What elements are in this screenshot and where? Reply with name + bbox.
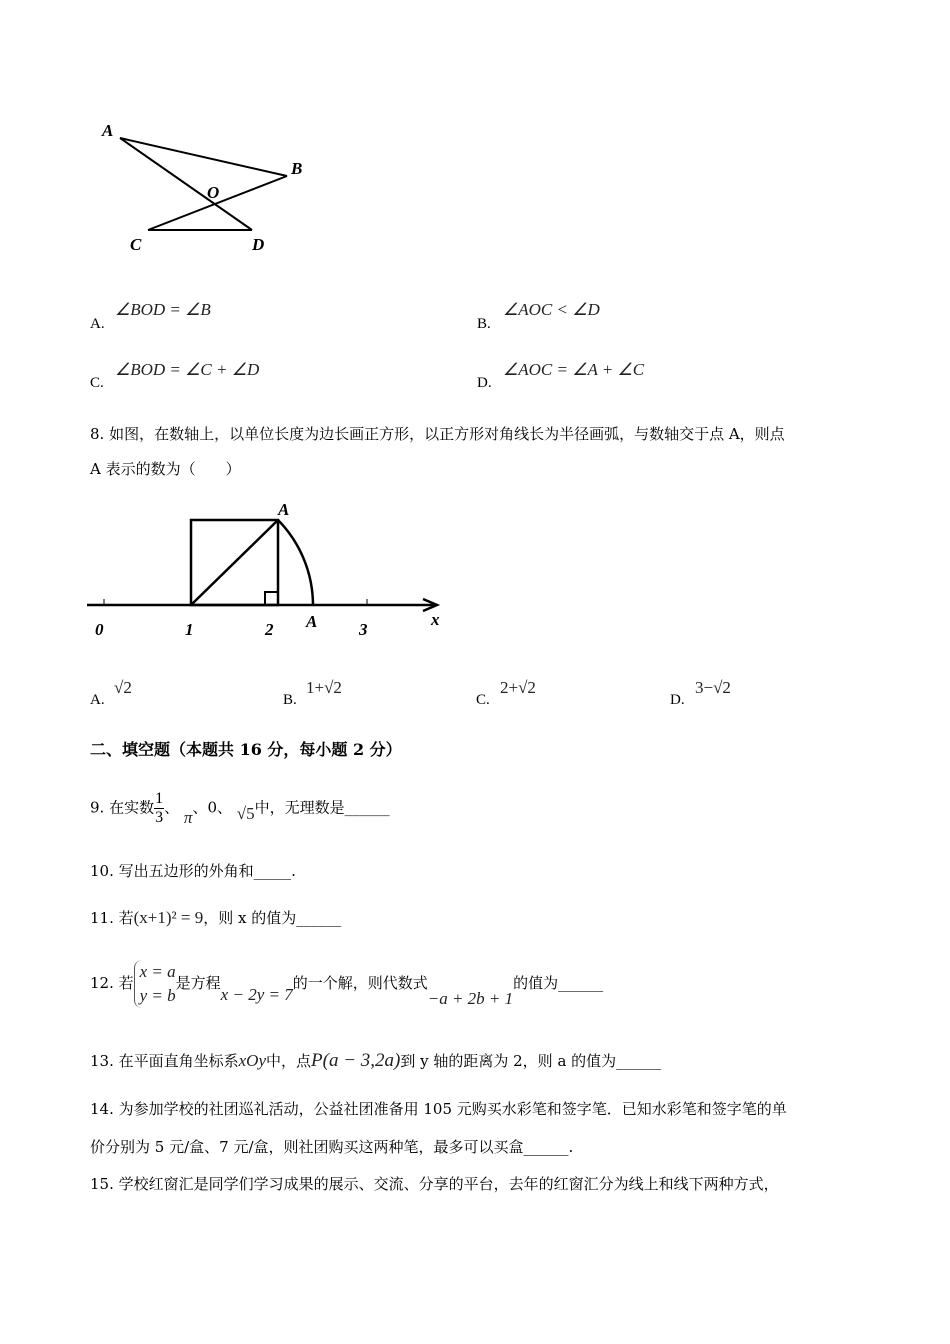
question-10: 10. 写出五边形的外角和_____. xyxy=(90,862,296,880)
question-12 xyxy=(90,960,603,1008)
q12-mid2: 的一个解，则代数式 xyxy=(292,974,428,992)
q9-num: 9. xyxy=(90,798,105,817)
q14-line1: 14. 为参加学校的社团巡礼活动，公益社团准备用 105 元购买水彩笔和签字笔．已知水彩笔和签字笔的单 xyxy=(90,1100,787,1118)
point-c: C xyxy=(130,235,142,254)
q8-option-d[interactable]: 3−√2 xyxy=(695,678,731,697)
sqrt5: √5 xyxy=(236,803,255,823)
question-11 xyxy=(90,907,341,928)
q14-line2: 价分别为 5 元/盒、7 元/盒，则社团购买这两种笔，最多可以买盒______. xyxy=(90,1138,574,1156)
q8-text-line2: A 表示的数为（ ） xyxy=(90,460,241,478)
numerator: 1 xyxy=(155,790,164,807)
sep: 、0、 xyxy=(192,798,232,817)
q13-point: P(a − 3,2a) xyxy=(311,1050,401,1071)
q8-option-b[interactable]: 1+√2 xyxy=(306,678,342,697)
q7-option-b[interactable]: ∠AOC < ∠D xyxy=(503,300,600,319)
q8-option-a[interactable]: √2 xyxy=(114,678,132,697)
question-9 xyxy=(90,790,390,827)
q7-option-a-label: A. xyxy=(90,316,105,332)
q8-text-line1: 8. 如图，在数轴上，以单位长度为边长画正方形，以正方形对角线长为半径画弧，与数轴交于点 A，则点 xyxy=(90,425,785,443)
point-a-top: A xyxy=(278,500,290,519)
q9-post: 中，无理数是______ xyxy=(254,798,390,817)
q13-post: 到 y 轴的距离为 2，则 a 的值为______ xyxy=(400,1052,662,1070)
sep: 、 xyxy=(164,798,180,817)
q8-option-b-label: B. xyxy=(283,692,297,708)
q7-option-d-label: D. xyxy=(477,375,492,391)
q11-post: ，则 x 的值为______ xyxy=(203,909,342,927)
q7-option-c-label: C. xyxy=(90,375,104,391)
tick-2: 2 xyxy=(265,620,274,639)
q8-option-d-label: D. xyxy=(670,692,685,708)
denominator: 3 xyxy=(155,809,164,826)
point-a: A xyxy=(102,121,114,140)
point-o: O xyxy=(207,183,220,202)
equation-system xyxy=(134,960,176,1008)
tick-0: 0 xyxy=(95,620,104,639)
q9-pre: 在实数 xyxy=(109,798,155,817)
q12-equation: x − 2y = 7 xyxy=(220,985,293,1004)
figure-triangles xyxy=(90,110,330,260)
q13-xoy: xOy xyxy=(238,1051,266,1070)
q7-option-b-label: B. xyxy=(477,316,491,332)
eq2: y = b xyxy=(139,986,176,1005)
q13-pre: 13. 在平面直角坐标系 xyxy=(90,1052,239,1070)
tick-1: 1 xyxy=(185,620,194,639)
point-b: B xyxy=(291,159,303,178)
figure-number-line xyxy=(85,495,455,645)
axis-x-label: x xyxy=(431,610,440,629)
eq1: x = a xyxy=(139,962,176,981)
q12-pre: 12. 若 xyxy=(90,974,134,992)
section-heading: 二、填空题（本题共 16 分，每小题 2 分） xyxy=(90,740,402,759)
question-13 xyxy=(90,1050,661,1072)
q8-option-c[interactable]: 2+√2 xyxy=(500,678,536,697)
q7-option-d[interactable]: ∠AOC = ∠A + ∠C xyxy=(503,360,645,379)
q11-expr: (x+1)² = 9 xyxy=(133,908,204,927)
pi: π xyxy=(183,807,193,827)
tick-a: A xyxy=(306,612,318,631)
q11-pre: 11. 若 xyxy=(90,909,134,927)
q8-option-a-label: A. xyxy=(90,692,105,708)
q13-mid: 中，点 xyxy=(266,1052,312,1070)
tick-3: 3 xyxy=(359,620,368,639)
q7-option-c[interactable]: ∠BOD = ∠C + ∠D xyxy=(115,360,260,379)
fraction xyxy=(154,790,164,827)
q12-expression: −a + 2b + 1 xyxy=(427,989,514,1008)
q15-line1: 15. 学校红窗汇是同学们学习成果的展示、交流、分享的平台，去年的红窗汇分为线上和线下两种方式， xyxy=(90,1175,779,1193)
q7-option-a[interactable]: ∠BOD = ∠B xyxy=(115,300,211,319)
q8-option-c-label: C. xyxy=(476,692,490,708)
point-d: D xyxy=(252,235,265,254)
q12-post: 的值为______ xyxy=(513,974,604,992)
q12-mid1: 是方程 xyxy=(175,974,221,992)
